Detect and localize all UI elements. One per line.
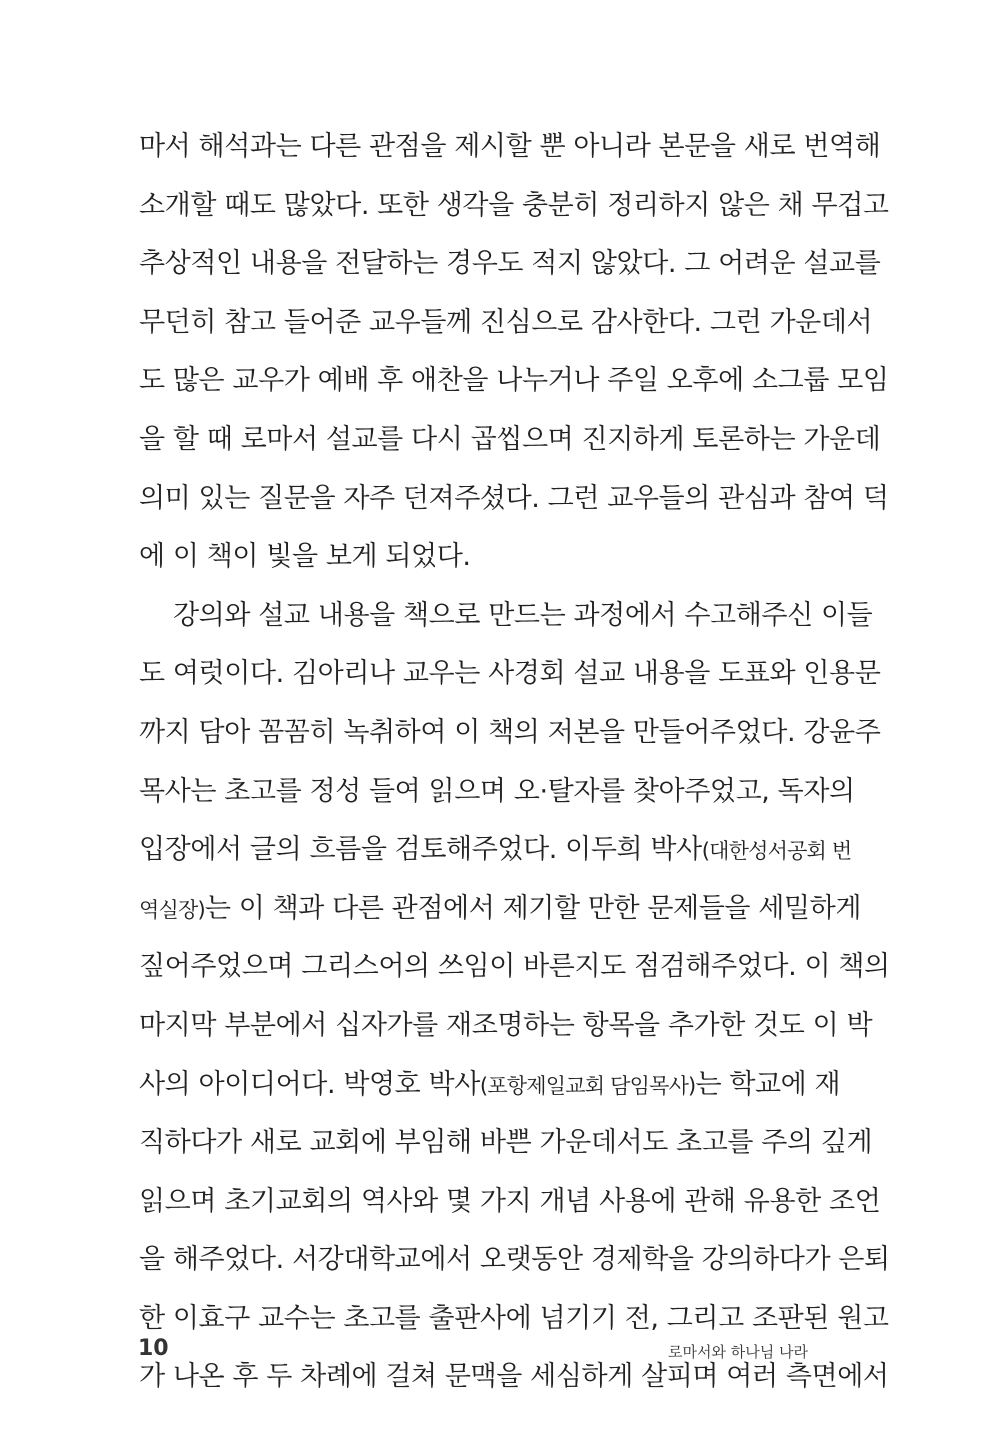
text-line: 까지 담아 꼼꼼히 녹취하여 이 책의 저본을 만들어주었다. 강윤주 bbox=[139, 716, 881, 748]
text-line: 직하다가 새로 교회에 부임해 바쁜 가운데서도 초고를 주의 깊게 bbox=[139, 1127, 873, 1159]
text-line: 도 많은 교우가 예배 후 애찬을 나누거나 주일 오후에 소그룹 모임 bbox=[139, 365, 889, 397]
text-line: 마지막 부분에서 십자가를 재조명하는 항목을 추가한 것도 이 박 bbox=[139, 1009, 873, 1041]
inline-note: 역실장) bbox=[139, 897, 205, 922]
body-text bbox=[139, 124, 890, 1413]
text-line: 소개할 때도 많았다. 또한 생각을 충분히 정리하지 않은 채 무겁고 bbox=[139, 189, 889, 221]
text-line: 짚어주었으며 그리스어의 쓰임이 바른지도 점검해주었다. 이 책의 bbox=[139, 951, 890, 983]
text-segment: 는 학교에 재 bbox=[695, 1068, 841, 1100]
text-segment: 는 이 책과 다른 관점에서 제기할 만한 문제들을 세밀하게 bbox=[204, 892, 862, 924]
text-line: 에 이 책이 빛을 보게 되었다. bbox=[139, 541, 471, 573]
text-line bbox=[139, 827, 852, 886]
text-line bbox=[139, 886, 862, 945]
text-line: 한 이효구 교수는 초고를 출판사에 넘기기 전, 그리고 조판된 원고 bbox=[139, 1302, 889, 1334]
text-line: 읽으며 초기교회의 역사와 몇 가지 개념 사용에 관해 유용한 조언 bbox=[139, 1185, 881, 1217]
text-line bbox=[139, 1062, 841, 1121]
text-line: 가 나온 후 두 차례에 걸쳐 문맥을 세심하게 살피며 여러 측면에서 bbox=[139, 1361, 889, 1393]
text-segment: 입장에서 글의 흐름을 검토해주었다. 이두희 박사 bbox=[139, 834, 702, 866]
text-line: 을 할 때 로마서 설교를 다시 곱씹으며 진지하게 토론하는 가운데 bbox=[139, 423, 881, 455]
inline-note: (대한성서공회 번 bbox=[701, 839, 852, 864]
inline-note: (포항제일교회 담임목사) bbox=[479, 1073, 696, 1098]
text-line: 추상적인 내용을 전달하는 경우도 적지 않았다. 그 어려운 설교를 bbox=[139, 248, 881, 280]
text-line: 무던히 참고 들어준 교우들께 진심으로 감사한다. 그런 가운데서 bbox=[139, 306, 873, 338]
paragraph-2 bbox=[139, 593, 890, 1413]
text-line: 도 여럿이다. 김아리나 교우는 사경회 설교 내용을 도표와 인용문 bbox=[139, 658, 881, 690]
text-line: 강의와 설교 내용을 책으로 만드는 과정에서 수고해주신 이들 bbox=[173, 599, 873, 631]
text-line: 을 해주었다. 서강대학교에서 오랫동안 경제학을 강의하다가 은퇴 bbox=[139, 1244, 890, 1276]
text-line: 목사는 초고를 정성 들여 읽으며 오·탈자를 찾아주었고, 독자의 bbox=[139, 775, 855, 807]
running-title: 로마서와 하나님 나라 bbox=[668, 1343, 808, 1361]
text-segment: 사의 아이디어다. 박영호 박사 bbox=[139, 1068, 480, 1100]
paragraph-1 bbox=[139, 124, 889, 593]
text-line: 마서 해석과는 다른 관점을 제시할 뿐 아니라 본문을 새로 번역해 bbox=[139, 131, 881, 162]
text-line: 의미 있는 질문을 자주 던져주셨다. 그런 교우들의 관심과 참여 덕 bbox=[139, 482, 889, 514]
page-number: 10 bbox=[138, 1336, 169, 1361]
